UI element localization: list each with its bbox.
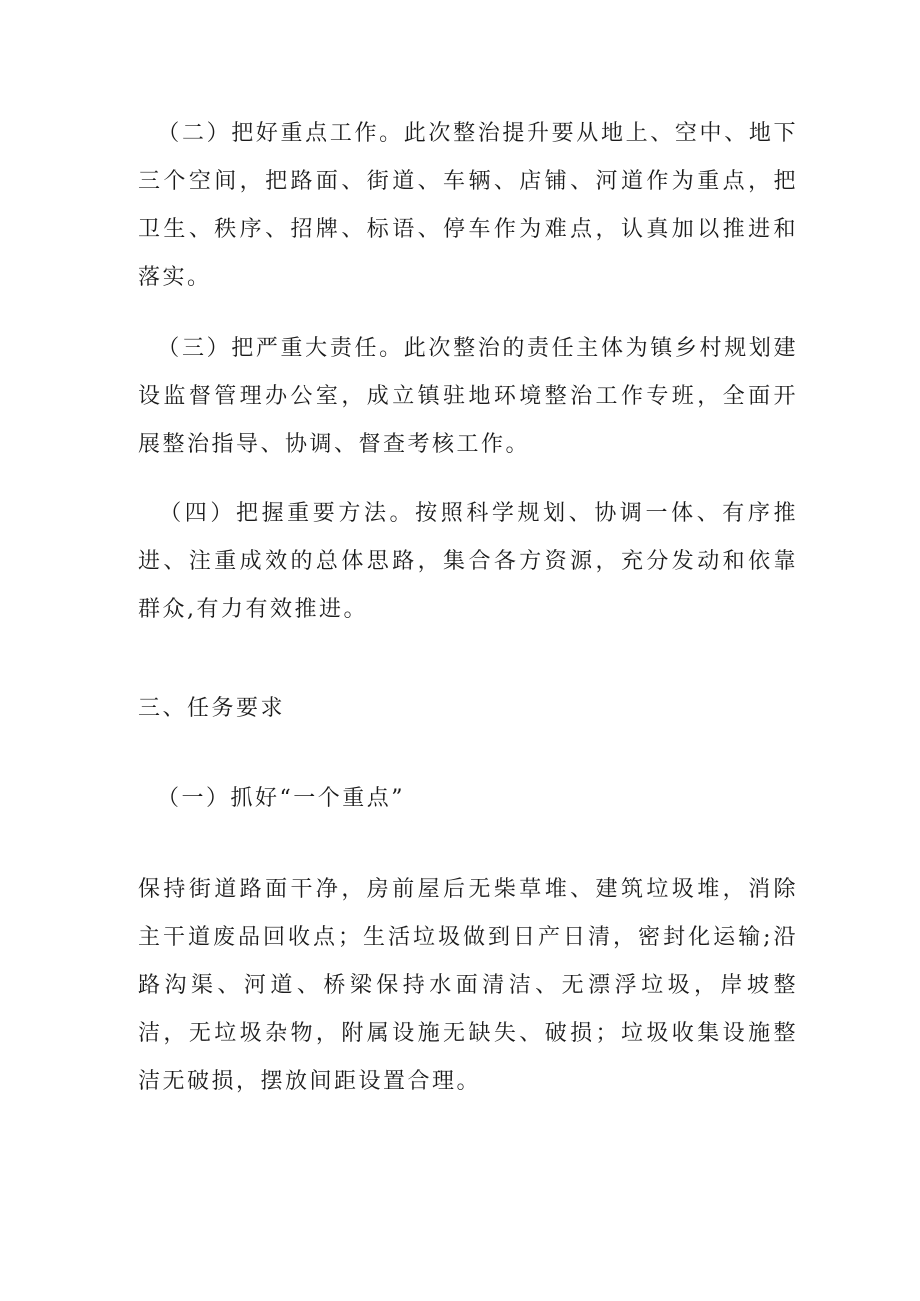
paragraph-responsibility: （三）把严重大责任。此次整治的责任主体为镇乡村规划建设监督管理办公室，成立镇驻地环境整治工作专班，全面开展整治指导、协调、督查考核工作。 — [138, 336, 798, 457]
section-heading: 三、任务要求 — [138, 696, 286, 721]
paragraph-key-work: （二）把好重点工作。此次整治提升要从地上、空中、地下三个空间，把路面、街道、车辆、店铺、河道作为重点，把卫生、秩序、招牌、标语、停车作为难点，认真加以推进和落实。 — [138, 121, 798, 290]
sub-heading: （一）抓好“一个重点” — [138, 786, 405, 811]
paragraph-task-detail: 保持街道路面干净，房前屋后无柴草堆、建筑垃圾堆，消除主干道废品回收点；生活垃圾做到日产日清，密封化运输;沿路沟渠、河道、桥梁保持水面清洁、无漂浮垃圾，岸坡整洁，无垃圾杂物，附属设施无缺失、破损；垃圾收集设施整洁无破损，摆放间距设置合理。 — [138, 877, 798, 1094]
paragraph-method: （四）把握重要方法。按照科学规划、协调一体、有序推进、注重成效的总体思路，集合各方资源，充分发动和依靠群众,有力有效推进。 — [138, 501, 798, 622]
